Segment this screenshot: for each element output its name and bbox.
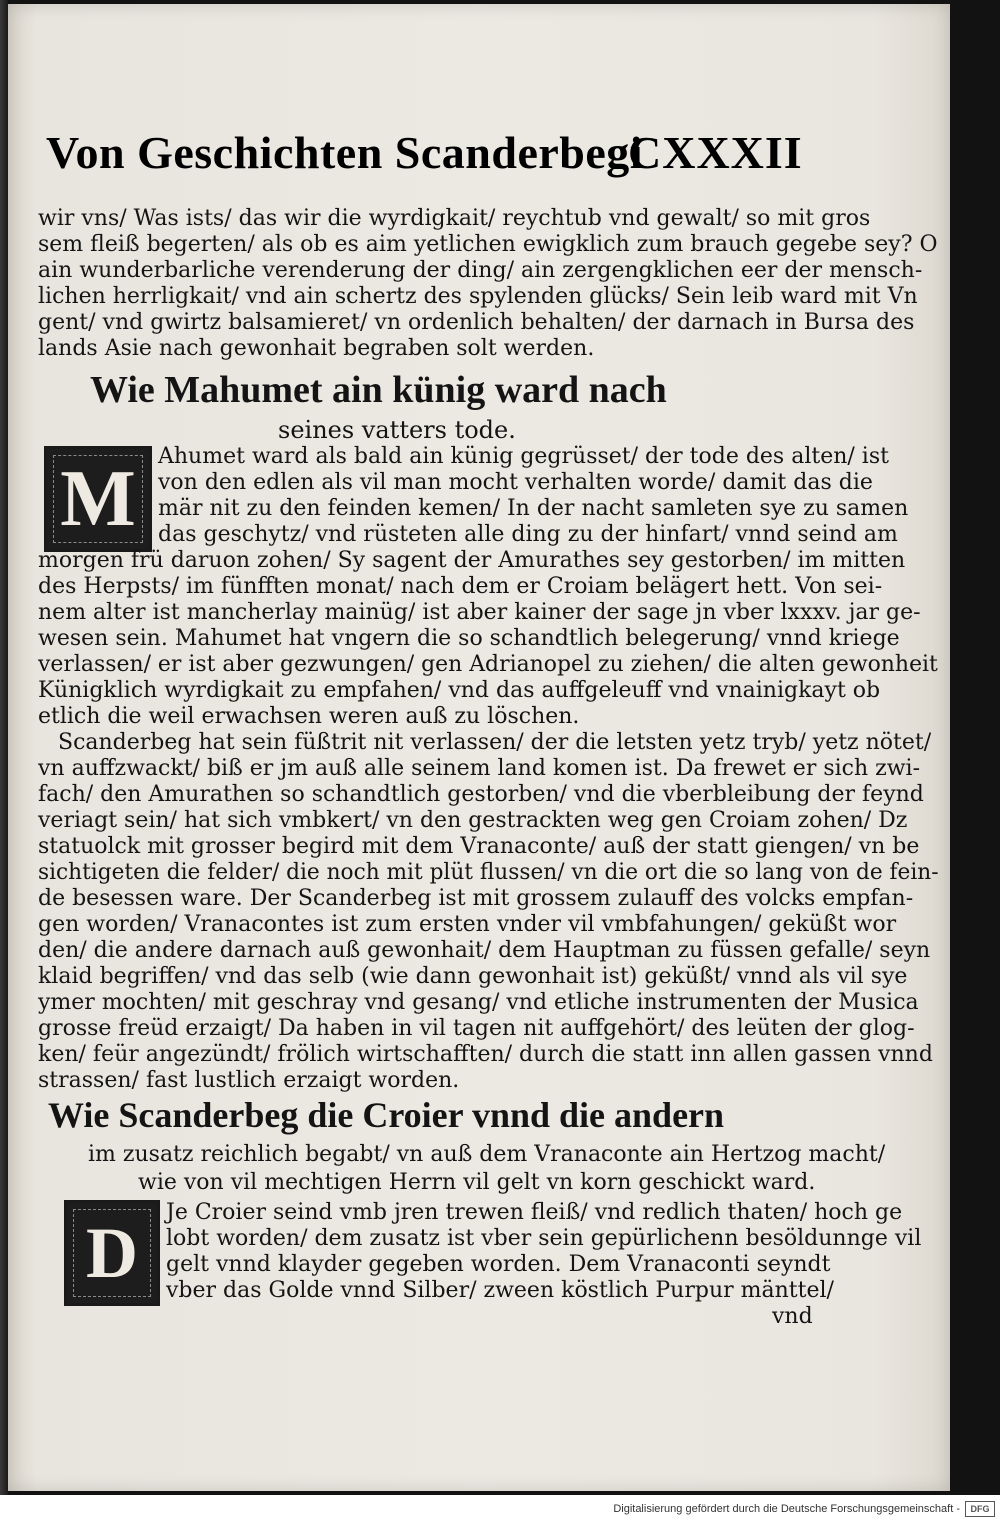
catchword: vnd xyxy=(772,1304,813,1329)
text-line: fach/ den Amurathen so schandtlich gestorben/ vnd die vberbleibung der feynd xyxy=(38,782,924,807)
text-line: etlich die weil erwachsen weren auß zu löschen. xyxy=(38,704,580,729)
text-line: grosse freüd erzaigt/ Da haben in vil tagen nit auffgehört/ des leüten der glog- xyxy=(38,1016,915,1041)
text-line: statuolck mit grosser begird mit dem Vranaconte/ auß der statt giengen/ vn be xyxy=(38,834,920,859)
heading-line: seines vatters tode. xyxy=(278,416,516,444)
heading-line: Wie Mahumet ain künig ward nach xyxy=(90,369,667,411)
text-line: vber das Golde vnnd Silber/ zween köstlich Purpur mänttel/ xyxy=(166,1278,834,1303)
text-line: gen worden/ Vranacontes ist zum ersten vnder vil vmbfahungen/ geküßt wor xyxy=(38,912,897,937)
book-edge xyxy=(0,0,8,1495)
text-line: gent/ vnd gwirtz balsamieret/ vn ordenlich behalten/ der darnach in Bursa des xyxy=(38,310,915,335)
text-line: von den edlen als vil man mocht verhalten worde/ damit das die xyxy=(158,470,873,495)
text-line: das geschytz/ vnd rüsteten alle ding zu der hinfart/ vnnd seind am xyxy=(158,522,898,547)
heading-line: wie von vil mechtigen Herrn vil gelt vn korn geschickt ward. xyxy=(138,1170,816,1195)
initial-letter: M xyxy=(60,454,136,543)
text-line: wesen sein. Mahumet hat vngern die so schandtlich belegerung/ vnnd kriege xyxy=(38,626,900,651)
text-line: Künigklich wyrdigkait zu empfahen/ vnd das auffgeleuff vnd vnainigkayt ob xyxy=(38,678,881,703)
initial-letter: D xyxy=(86,1212,138,1293)
text-line: den/ die andere darnach auß gewonhait/ dem Hauptman zu füssen gefalle/ seyn xyxy=(38,938,931,963)
book-page xyxy=(8,4,950,1491)
text-line: wir vns/ Was ists/ das wir die wyrdigkait/ reychtub vnd gewalt/ so mit gros xyxy=(38,206,871,231)
text-line: sichtigeten die felder/ die noch mit plüt flussen/ vn die ort die so lang von de fein- xyxy=(38,860,939,885)
heading-line: Wie Scanderbeg die Croier vnnd die andern xyxy=(48,1095,725,1135)
text-line: strassen/ fast lustlich erzaigt worden. xyxy=(38,1068,460,1093)
text-line: verlassen/ er ist aber gezwungen/ gen Adrianopel zu ziehen/ die alten gewonheit xyxy=(38,652,938,677)
text-line: des Herpsts/ im fünfften monat/ nach dem er Croiam belägert hett. Von sei- xyxy=(38,574,883,599)
text-line: ain wunderbarliche verenderung der ding/ ain zergengklichen eer der mensch- xyxy=(38,258,923,283)
text-line: sem fleiß begerten/ als ob es aim yetlichen ewigklich zum brauch gegebe sey? O xyxy=(38,232,938,257)
text-line: mär nit zu den feinden kemen/ In der nacht samleten sye zu samen xyxy=(158,496,909,521)
footer-credit: Digitalisierung gefördert durch die Deutsche Forschungsgemeinschaft - xyxy=(613,1503,960,1515)
dfg-logo: DFG xyxy=(965,1501,995,1517)
text-line: Ahumet ward als bald ain künig gegrüsset/ der tode des alten/ ist xyxy=(158,444,889,469)
text-line: morgen frü daruon zohen/ Sy sagent der Amurathes sey gestorben/ im mitten xyxy=(38,548,906,573)
text-line: ken/ feür angezündt/ frölich wirtschafften/ durch die statt inn allen gassen vnnd xyxy=(38,1042,933,1067)
text-line: gelt vnnd klayder gegeben worden. Dem Vranaconti seyndt xyxy=(166,1252,831,1277)
text-line: Scanderbeg hat sein füßtrit nit verlassen/ der die letsten yetz tryb/ yetz nötet/ xyxy=(58,730,932,755)
text-line: lobt worden/ dem zusatz ist vber sein gepürlichenn besöldunnge vil xyxy=(166,1226,922,1251)
text-line: lichen herrligkait/ vnd ain schertz des spylenden glücks/ Sein leib ward mit Vn xyxy=(38,284,918,309)
decorated-initial xyxy=(44,446,152,552)
folio-number: CXXXII xyxy=(628,127,803,178)
text-line: de besessen ware. Der Scanderbeg ist mit grossem zulauff des volcks empfan- xyxy=(38,886,914,911)
text-line: ymer mochten/ mit geschray vnd gesang/ vnd etliche instrumenten der Musica xyxy=(38,990,919,1015)
text-line: veriagt sein/ hat sich vmbkert/ vn den gestrackten weg gen Croiam zohen/ Dz xyxy=(38,808,908,833)
heading-line: im zusatz reichlich begabt/ vn auß dem Vranaconte ain Hertzog macht/ xyxy=(88,1142,886,1167)
initial-ornament xyxy=(53,455,143,543)
text-line: vn auffzwackt/ biß er jm auß alle seinem land komen ist. Da frewet er sich zwi- xyxy=(38,756,921,781)
text-line: klaid begriffen/ vnd das selb (wie dann gewonhait ist) geküßt/ vnnd als vil sye xyxy=(38,964,908,989)
text-line: nem alter ist mancherlay mainüg/ ist aber kainer der sage jn vber lxxxv. jar ge- xyxy=(38,600,921,625)
text-line: Je Croier seind vmb jren trewen fleiß/ vnd redlich thaten/ hoch ge xyxy=(166,1200,903,1225)
running-head: Von Geschichten Scanderbegi xyxy=(46,127,644,178)
initial-ornament xyxy=(73,1209,151,1297)
decorated-initial xyxy=(64,1200,160,1306)
text-line: lands Asie nach gewonhait begraben solt werden. xyxy=(38,336,595,361)
